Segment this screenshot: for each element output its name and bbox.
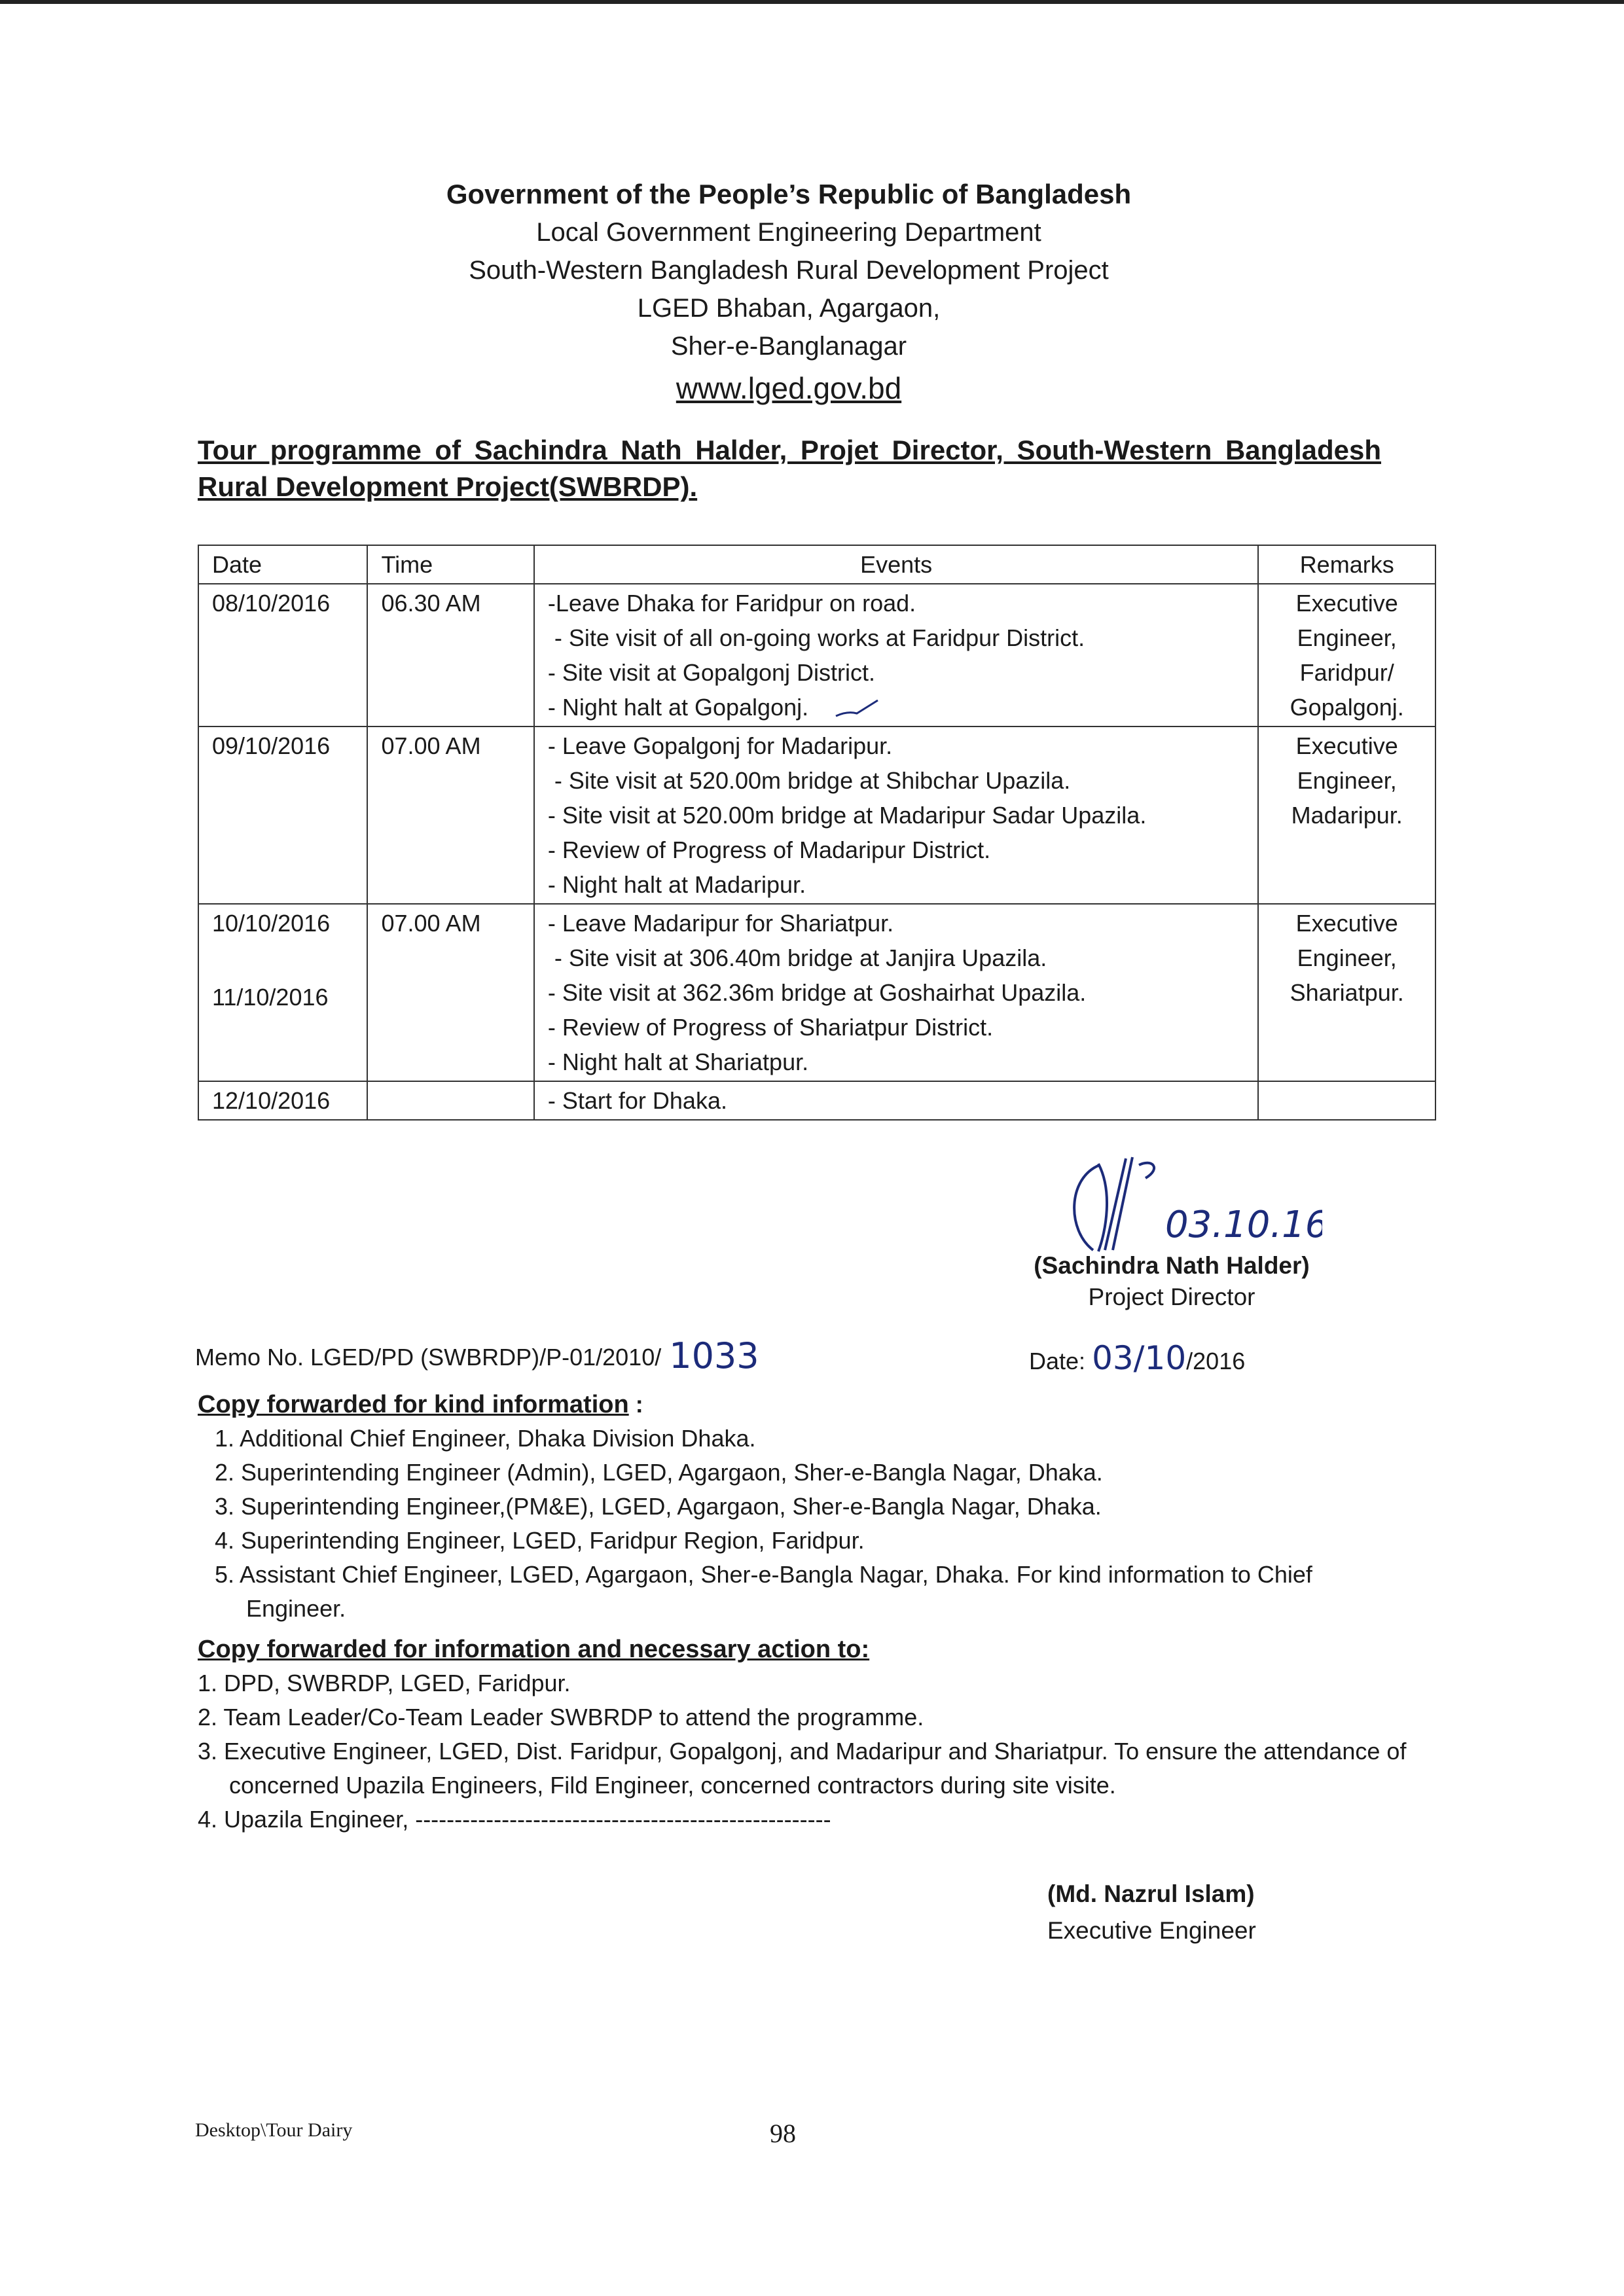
- list-item: 3. Executive Engineer, LGED, Dist. Faridpur, Gopalgonj, and Madaripur and Shariatpur. To ensure the attendance of concerned Upazila Engineers, Fild Engineer, concerned contractors during site visite.: [198, 1738, 1407, 1799]
- copy-info-list: [198, 1422, 1409, 1626]
- table-row: [198, 904, 1435, 1081]
- row-time: 07.00 AM: [367, 726, 533, 904]
- row-events: [534, 1081, 1259, 1120]
- memo-number: [195, 1335, 759, 1376]
- header-events: Events: [534, 545, 1259, 584]
- event-item: - Site visit at 362.36m bridge at Goshairhat Upazila.: [547, 979, 1087, 1006]
- event-item: - Night halt at Madaripur.: [547, 871, 806, 898]
- event-item: - Site visit at Gopalgonj District.: [547, 659, 876, 686]
- address-line-2: Sher-e-Banglanagar: [670, 332, 907, 361]
- project-name: South-Western Bangladesh Rural Development Project: [469, 256, 1109, 285]
- remark-line: Engineer,: [1297, 624, 1397, 651]
- department: Local Government Engineering Department: [536, 218, 1041, 247]
- remark-line: Shariatpur.: [1290, 979, 1404, 1006]
- table-header-row: [198, 545, 1435, 584]
- date-handwritten: 03/10: [1092, 1339, 1187, 1377]
- footer-file-path: Desktop\Tour Dairy: [195, 2119, 353, 2141]
- row-date: 09/10/2016: [198, 726, 367, 904]
- list-item: 2. Team Leader/Co-Team Leader SWBRDP to attend the programme.: [198, 1704, 924, 1731]
- remark-line: Engineer,: [1297, 767, 1397, 794]
- list-item: 4. Superintending Engineer, LGED, Faridpur Region, Faridpur.: [215, 1527, 865, 1554]
- signer-name: (Sachindra Nath Halder): [1034, 1252, 1310, 1279]
- row-remarks: [1258, 726, 1435, 904]
- remark-line: Executive: [1295, 910, 1398, 937]
- event-item: - Site visit of all on-going works at Faridpur District.: [554, 624, 1085, 651]
- project-director-signature-block: [1008, 1152, 1335, 1311]
- date-line: 11/10/2016: [212, 984, 329, 1011]
- table-row: [198, 584, 1435, 726]
- row-remarks: [1258, 1081, 1435, 1120]
- event-item: [548, 690, 1245, 725]
- date-line: 10/10/2016: [212, 910, 331, 937]
- tour-title: Tour programme of Sachindra Nath Halder, Projet Director, South-Western Bangladesh Rural Development Project(SWBRDP).: [198, 435, 1381, 502]
- copy-info-heading: Copy forwarded for kind information: [198, 1391, 629, 1418]
- event-item: - Review of Progress of Shariatpur District.: [547, 1014, 994, 1041]
- copy-info-colon: :: [628, 1391, 643, 1418]
- row-remarks: [1258, 584, 1435, 726]
- copy-for-action: [198, 1632, 1409, 1837]
- event-item: - Leave Madaripur for Shariatpur.: [547, 910, 894, 937]
- date-spacer: [212, 941, 353, 980]
- signer-designation: Project Director: [1088, 1283, 1255, 1310]
- signer-name: (Md. Nazrul Islam): [1047, 1880, 1255, 1907]
- row-events: [534, 726, 1259, 904]
- row-date: 08/10/2016: [198, 584, 367, 726]
- copy-action-list: [198, 1666, 1409, 1837]
- pen-tick-mark-icon: [835, 699, 880, 719]
- row-time: 07.00 AM: [367, 904, 533, 1081]
- row-date: [198, 904, 367, 1081]
- event-item: - Site visit at 520.00m bridge at Madaripur Sadar Upazila.: [547, 802, 1147, 829]
- event-text: - Night halt at Gopalgonj.: [547, 694, 809, 721]
- date-year: /2016: [1186, 1348, 1246, 1374]
- remark-line: Gopalgonj.: [1290, 694, 1404, 721]
- header-time: Time: [367, 545, 533, 584]
- memo-label: Memo No. LGED/PD (SWBRDP)/P-01/2010/: [195, 1344, 662, 1371]
- event-item: - Site visit at 306.40m bridge at Janjira Upazila.: [554, 944, 1047, 971]
- copy-action-heading: Copy forwarded for information and necessary action to:: [198, 1636, 870, 1663]
- remark-line: Engineer,: [1297, 944, 1397, 971]
- memo-handwritten-number: 1033: [669, 1335, 759, 1376]
- list-item: 1. Additional Chief Engineer, Dhaka Division Dhaka.: [215, 1425, 756, 1452]
- header-date: Date: [198, 545, 367, 584]
- tour-schedule-table: [198, 545, 1436, 1121]
- signer-designation: Executive Engineer: [1047, 1917, 1256, 1944]
- row-date: 12/10/2016: [198, 1081, 367, 1120]
- event-item: - Site visit at 520.00m bridge at Shibchar Upazila.: [554, 767, 1071, 794]
- remark-line: Madaripur.: [1291, 802, 1403, 829]
- list-item: 4. Upazila Engineer, -----------------------------------------------------: [198, 1806, 831, 1833]
- event-item: -Leave Dhaka for Faridpur on road.: [547, 590, 916, 617]
- event-item: - Start for Dhaka.: [547, 1087, 727, 1114]
- remark-line: Faridpur/: [1299, 659, 1394, 686]
- list-item: 2. Superintending Engineer (Admin), LGED, Agargaon, Sher-e-Bangla Nagar, Dhaka.: [215, 1459, 1103, 1486]
- list-item: 1. DPD, SWBRDP, LGED, Faridpur.: [198, 1670, 571, 1696]
- remark-line: Executive: [1295, 590, 1398, 617]
- executive-engineer-signature-block: [1047, 1876, 1256, 1949]
- row-remarks: [1258, 904, 1435, 1081]
- scan-edge: [0, 0, 1624, 4]
- date-label: Date:: [1029, 1348, 1086, 1374]
- remark-line: Executive: [1295, 732, 1398, 759]
- letterhead: [0, 175, 1578, 407]
- list-item: 5. Assistant Chief Engineer, LGED, Agargaon, Sher-e-Bangla Nagar, Dhaka. For kind information to Chief Engineer.: [215, 1561, 1312, 1622]
- handwritten-signature-icon: [1021, 1152, 1322, 1257]
- row-time: [367, 1081, 533, 1120]
- table-row: [198, 1081, 1435, 1120]
- event-item: - Leave Gopalgonj for Madaripur.: [547, 732, 893, 759]
- copy-for-information: [198, 1388, 1409, 1626]
- row-events: [534, 584, 1259, 726]
- header-remarks: Remarks: [1258, 545, 1435, 584]
- table-row: [198, 726, 1435, 904]
- row-time: 06.30 AM: [367, 584, 533, 726]
- row-events: [534, 904, 1259, 1081]
- signature-date: 03.10.16: [1165, 1204, 1322, 1246]
- address-line-1: LGED Bhaban, Agargaon,: [637, 294, 941, 323]
- page-number: 98: [770, 2119, 796, 2148]
- website-link[interactable]: www.lged.gov.bd: [676, 371, 902, 405]
- govt-title: Government of the People’s Republic of Bangladesh: [446, 179, 1132, 209]
- event-item: - Night halt at Shariatpur.: [547, 1049, 809, 1075]
- list-item: 3. Superintending Engineer,(PM&E), LGED, Agargaon, Sher-e-Bangla Nagar, Dhaka.: [215, 1493, 1102, 1520]
- event-item: - Review of Progress of Madaripur District.: [547, 836, 991, 863]
- memo-date: [1029, 1339, 1245, 1377]
